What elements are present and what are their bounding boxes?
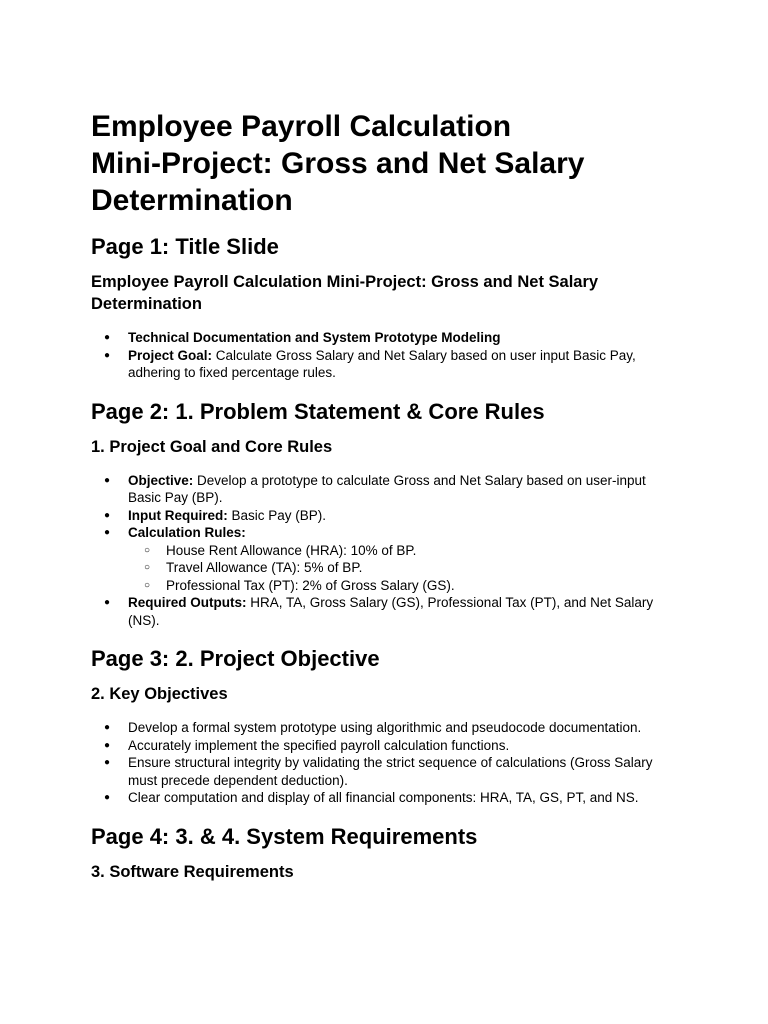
list-item: ● Ensure structural integrity by validating the strict sequence of calculations (Gross Salary must precede dependent deduction). bbox=[91, 754, 678, 789]
calculation-rules-list bbox=[128, 542, 678, 595]
rule-item: ○ House Rent Allowance (HRA): 10% of BP. bbox=[128, 542, 678, 560]
page4-heading: Page 4: 3. & 4. System Requirements bbox=[91, 823, 478, 849]
item-label: Technical Documentation and System Prototype Modeling bbox=[128, 330, 501, 345]
rule-item: ○ Professional Tax (PT): 2% of Gross Salary (GS). bbox=[128, 577, 678, 595]
page3-list bbox=[91, 719, 678, 807]
list-item bbox=[91, 347, 678, 382]
item-label: Project Goal: bbox=[128, 347, 213, 363]
list-item bbox=[91, 507, 678, 525]
item-label: Required Outputs: bbox=[128, 595, 247, 610]
page1-subheading: Employee Payroll Calculation Mini-Project: Gross and Net Salary Determination bbox=[91, 273, 599, 313]
page1-list bbox=[91, 329, 678, 382]
list-item bbox=[91, 524, 678, 594]
page2-heading: Page 2: 1. Problem Statement & Core Rules bbox=[91, 398, 545, 424]
item-text: Basic Pay (BP). bbox=[227, 507, 327, 523]
list-item: ● Develop a formal system prototype using algorithmic and pseudocode documentation. bbox=[91, 719, 678, 737]
item-label: Objective: bbox=[128, 472, 194, 488]
list-item: ● Accurately implement the specified payroll calculation functions. bbox=[91, 737, 678, 755]
rule-item: ○ Travel Allowance (TA): 5% of BP. bbox=[128, 559, 678, 577]
item-text: Develop a prototype to calculate Gross and Net Salary based on user-input Basic Pay (BP). bbox=[128, 472, 646, 505]
page2-subheading: 1. Project Goal and Core Rules bbox=[91, 437, 333, 456]
list-item bbox=[91, 472, 678, 507]
page2-list bbox=[91, 472, 678, 630]
page3-subheading: 2. Key Objectives bbox=[91, 685, 228, 703]
page4-subheading: 3. Software Requirements bbox=[91, 862, 294, 881]
list-item bbox=[91, 329, 678, 347]
list-item bbox=[91, 594, 678, 629]
item-label: Input Required: bbox=[128, 507, 228, 523]
item-label: Calculation Rules: bbox=[128, 525, 246, 540]
item-text: HRA, TA, Gross Salary (GS), Professional Tax (PT), and Net Salary (NS). bbox=[128, 595, 654, 628]
list-item: ● Clear computation and display of all financial components: HRA, TA, GS, PT, and NS. bbox=[91, 789, 678, 807]
page3-heading: Page 3: 2. Project Objective bbox=[91, 646, 380, 671]
item-text: Calculate Gross Salary and Net Salary based on user input Basic Pay, adhering to fixed percentage rules. bbox=[128, 347, 636, 380]
page1-heading: Page 1: Title Slide bbox=[91, 234, 279, 259]
document-title: Employee Payroll Calculation Mini-Project: Gross and Net Salary Determination bbox=[91, 110, 585, 217]
